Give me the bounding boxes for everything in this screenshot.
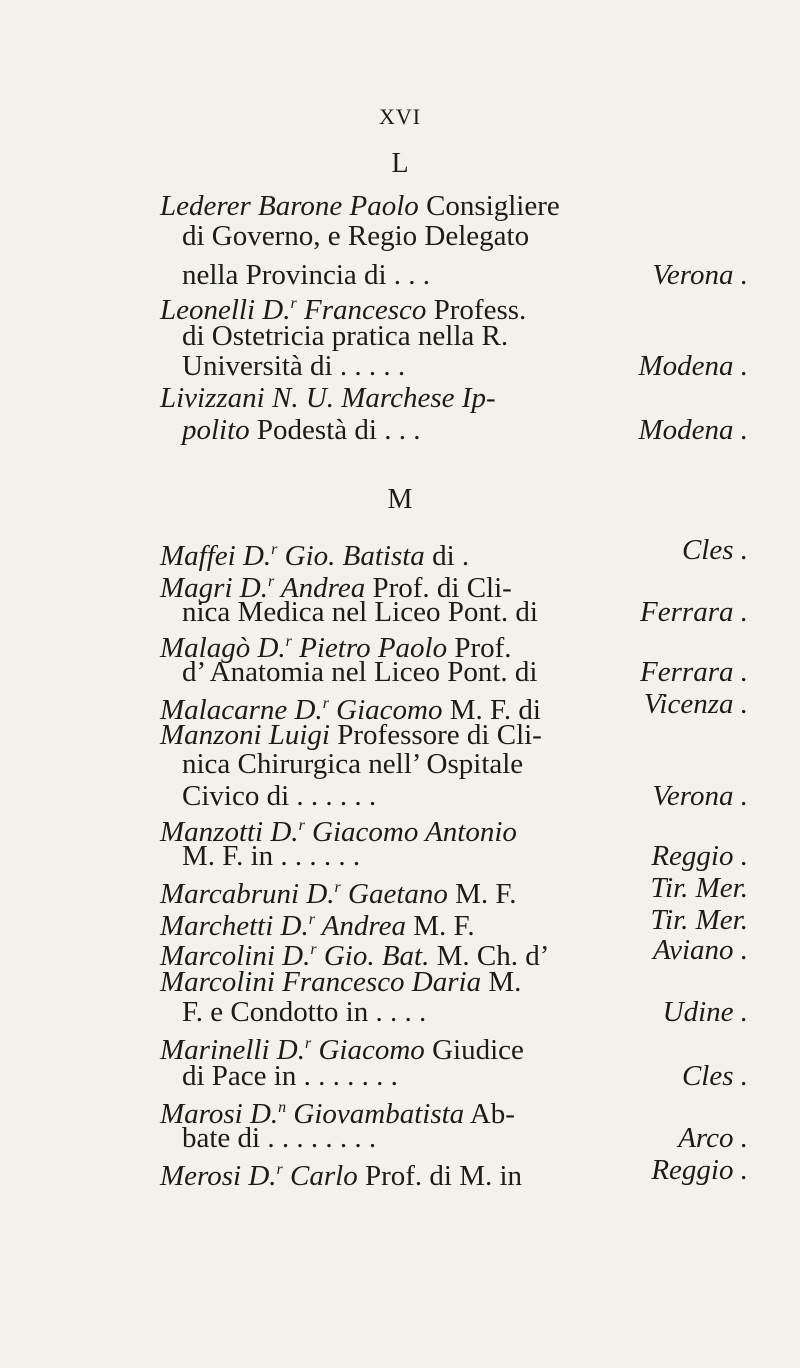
entry-name: Marcolini D. <box>160 940 311 972</box>
entry-name: Leonelli D. <box>160 294 291 326</box>
page-number: XVI <box>378 104 422 129</box>
entry-desc: Civico di . . . . . . <box>182 780 377 812</box>
entry-desc: nella Provincia di . . . <box>182 259 431 291</box>
entry-name: Andrea <box>274 572 366 604</box>
title-abbrev: r <box>267 573 275 590</box>
entry-name: Livizzani N. U. Marchese Ip- <box>160 382 496 414</box>
entry-place: Tir. Mer. <box>650 872 748 904</box>
entry-text <box>182 216 529 256</box>
section-letter-m: M <box>387 484 413 515</box>
entry-name: Gio. Batista <box>277 540 425 572</box>
entry-desc: Consigliere <box>418 190 560 222</box>
entry-desc: bate di . . . . . . . . <box>182 1122 377 1154</box>
entry-name: Marcabruni D. <box>160 878 335 910</box>
entry-name: Manzoni Luigi <box>160 719 330 751</box>
entry-name: Giovambatista <box>286 1098 465 1130</box>
entry-desc: Prof. di Cli- <box>365 572 512 604</box>
entry-name: Francesco <box>296 294 427 326</box>
entry-desc: nica Medica nel Liceo Pont. di <box>182 596 538 628</box>
title-abbrev: r <box>305 1035 312 1052</box>
entry-desc: Podestà di . . . <box>249 414 421 446</box>
entry-name: Magri D. <box>160 572 268 604</box>
entry-name: Malagò D. <box>160 632 286 664</box>
entry-desc: M. F. di <box>442 694 541 726</box>
entry-name: Carlo <box>282 1160 358 1192</box>
entry-text <box>182 410 420 450</box>
entry-desc: Prof. <box>447 632 512 664</box>
entry-name: Giacomo Antonio <box>304 816 517 848</box>
entry-name: polito <box>182 414 250 446</box>
entry-name: Lederer Barone Paolo <box>160 190 419 222</box>
entry-place: Modena . <box>638 414 748 446</box>
entry-place: Aviano . <box>652 934 748 966</box>
entry-desc: M. F. <box>447 878 517 910</box>
entry-place: Modena . <box>638 350 748 382</box>
entry-name: Merosi D. <box>160 1160 277 1192</box>
entry-name: Marchetti D. <box>160 910 309 942</box>
entry-desc: M. F. in . . . . . . <box>182 840 361 872</box>
entry-name: Pietro Paolo <box>291 632 448 664</box>
entry-place: Ferrara . <box>640 656 748 688</box>
entry-name: Manzotti D. <box>160 816 299 848</box>
entry-place: Vicenza . <box>643 688 748 720</box>
title-abbrev: r <box>334 879 341 896</box>
entry-desc: Profess. <box>426 294 527 326</box>
entry-desc: Prof. di M. in <box>357 1160 523 1192</box>
entry-desc: di Pace in . . . . . . . <box>182 1060 398 1092</box>
entry-desc: Giudice <box>424 1034 524 1066</box>
entry-desc: nica Chirurgica nell’ Ospitale <box>182 748 524 780</box>
entry-name: Giacomo <box>328 694 443 726</box>
entry-place: Reggio . <box>651 1154 748 1186</box>
entry-place: Verona . <box>652 780 748 812</box>
title-abbrev: r <box>310 941 317 958</box>
entry-line <box>0 1150 800 1190</box>
entry-place: Reggio . <box>651 840 748 872</box>
entry-name: Marinelli D. <box>160 1034 305 1066</box>
title-abbrev: r <box>308 911 315 928</box>
title-abbrev: r <box>290 295 297 312</box>
entry-place: Tir. Mer. <box>650 904 748 936</box>
entry-place: Arco . <box>678 1122 748 1154</box>
entry-name: Malacarne D. <box>160 694 323 726</box>
entry-desc: Professore di Cli- <box>330 719 542 751</box>
entry-desc: di . <box>424 540 470 572</box>
entry-name: Andrea <box>314 910 406 942</box>
entry-name: Marosi D. <box>160 1098 279 1130</box>
title-abbrev: r <box>322 695 329 712</box>
entry-place: Udine . <box>662 996 748 1028</box>
entry-desc: M. Ch. d’ <box>429 940 550 972</box>
entry-name: Gaetano <box>340 878 448 910</box>
entry-place: Verona . <box>652 259 748 291</box>
title-abbrev: r <box>271 541 278 558</box>
entry-place: Ferrara . <box>640 596 748 628</box>
entry-name: Giacomo <box>311 1034 425 1066</box>
title-abbrev: n <box>278 1099 287 1116</box>
entry-line <box>0 410 800 450</box>
title-abbrev: r <box>298 817 305 834</box>
entry-desc: d’ Anatomia nel Liceo Pont. di <box>182 656 538 688</box>
entry-desc: M. F. <box>406 910 475 942</box>
entry-desc: Università di . . . . . <box>182 350 406 382</box>
title-abbrev: r <box>285 633 292 650</box>
entry-desc: Ab- <box>464 1098 515 1130</box>
entry-place: Cles . <box>681 534 748 566</box>
entry-text <box>160 1150 522 1196</box>
entry-desc: M. <box>481 966 522 998</box>
entry-place: Cles . <box>681 1060 748 1092</box>
title-abbrev: r <box>276 1161 283 1178</box>
entry-name: Marcolini Francesco Daria <box>160 966 482 998</box>
entry-desc: di Ostetricia pratica nella R. <box>182 320 509 352</box>
section-letter-l: L <box>391 148 409 179</box>
entry-name: Gio. Bat. <box>316 940 430 972</box>
entry-desc: F. e Condotto in . . . . <box>182 996 427 1028</box>
entry-line <box>0 216 800 256</box>
entry-desc: di Governo, e Regio Delegato <box>182 220 530 252</box>
entry-name: Maffei D. <box>160 540 272 572</box>
